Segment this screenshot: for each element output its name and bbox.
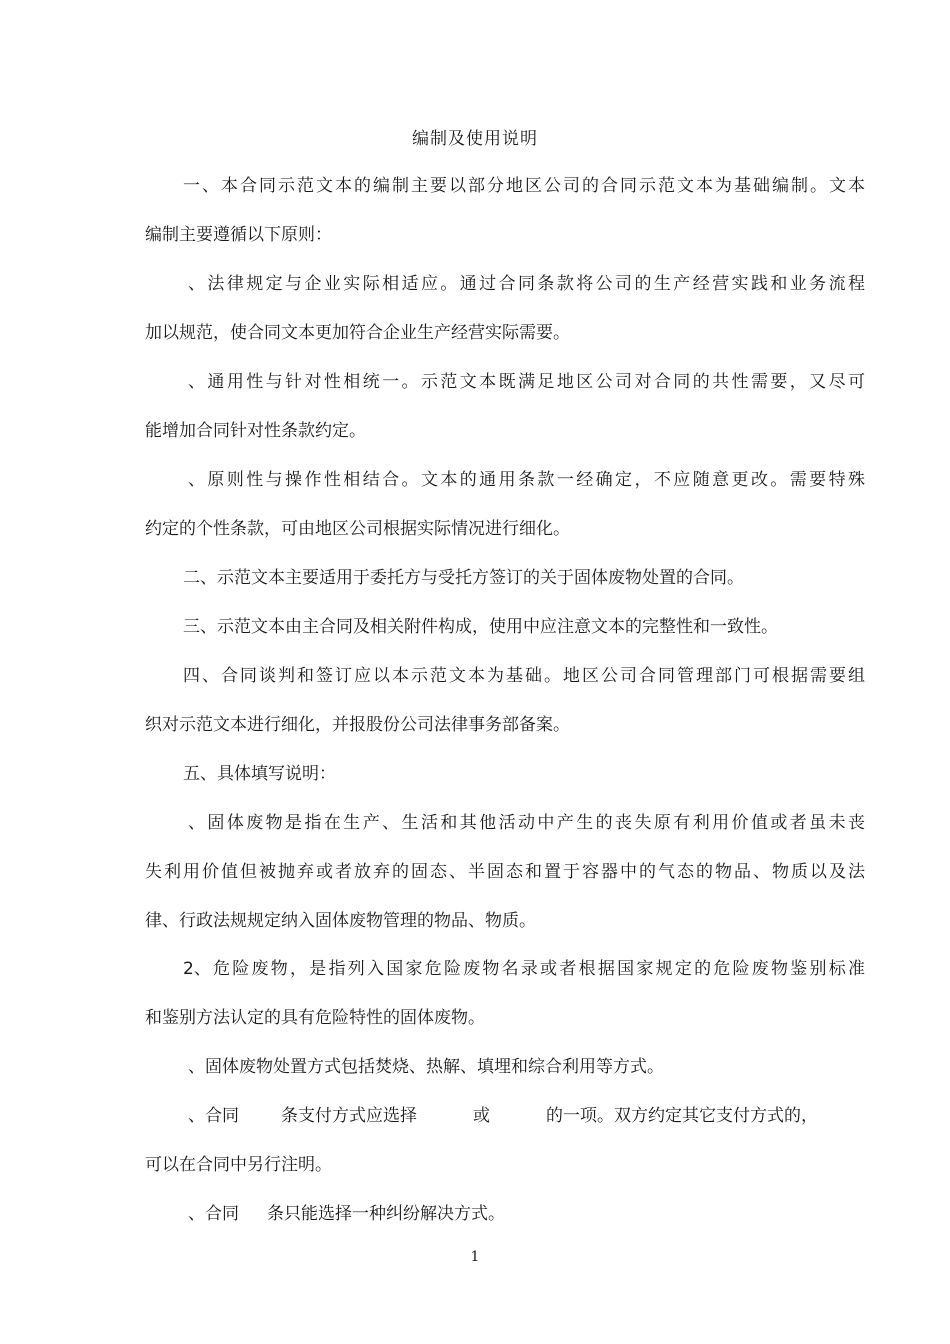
paragraph-5-3: 、固体废物处置方式包括焚烧、热解、填埋和综合利用等方式。 — [188, 1057, 664, 1077]
fill-text-2: 条只能选择一种纠纷解决方式。 — [267, 1204, 505, 1224]
paragraph-5-2-text: 、危险废物，是指列入国家危险废物名录或者根据国家规定的危险废物鉴别标准 — [193, 959, 865, 979]
item-number: 2 — [183, 959, 194, 979]
paragraph-5-1-line-2: 失利用价值但被抛弃或者放弃的固态、半固态和置于容器中的气态的物品、物质以及法 — [145, 862, 865, 882]
fill-text-2: 条支付方式应选择 — [281, 1106, 417, 1126]
paragraph-5-heading: 五、具体填写说明： — [183, 764, 336, 784]
paragraph-4-line-2: 织对示范文本进行细化，并报股份公司法律事务部备案。 — [145, 715, 570, 735]
paragraph-3: 三、示范文本由主合同及相关附件构成，使用中应注意文本的完整性和一致性。 — [183, 617, 778, 637]
paragraph-1-3-line-1: 、原则性与操作性相结合。文本的通用条款一经确定，不应随意更改。需要特殊 — [188, 470, 865, 490]
paragraph-4-line-1: 四、合同谈判和签订应以本示范文本为基础。地区公司合同管理部门可根据需要组 — [183, 666, 865, 686]
paragraph-5-1-line-3: 律、行政法规规定纳入固体废物管理的物品、物质。 — [145, 911, 536, 931]
paragraph-5-4-line-1 — [188, 1104, 865, 1128]
paragraph-1-2-line-2: 能增加合同针对性条款约定。 — [145, 421, 366, 441]
paragraph-2: 二、示范文本主要适用于委托方与受托方签订的关于固体废物处置的合同。 — [183, 568, 744, 588]
fill-text-3: 或 — [473, 1106, 490, 1126]
paragraph-1-1-line-2: 加以规范，使合同文本更加符合企业生产经营实际需要。 — [145, 323, 570, 343]
page-number: 1 — [470, 1249, 480, 1265]
paragraph-1-1-line-1: 、法律规定与企业实际相适应。通过合同条款将公司的生产经营实践和业务流程 — [188, 274, 865, 294]
paragraph-5-2-line-1 — [183, 957, 865, 981]
paragraph-1-line-2: 编制主要遵循以下原则： — [145, 225, 332, 245]
paragraph-5-2-line-2: 和鉴别方法认定的具有危险特性的固体废物。 — [145, 1008, 485, 1028]
fill-text-4: 的一项。双方约定其它支付方式的， — [546, 1106, 818, 1126]
paragraph-1-3-line-2: 约定的个性条款，可由地区公司根据实际情况进行细化。 — [145, 519, 570, 539]
paragraph-5-4-line-2: 可以在合同中另行注明。 — [145, 1155, 332, 1175]
paragraph-1-line-1: 一、本合同示范文本的编制主要以部分地区公司的合同示范文本为基础编制。文本 — [183, 176, 865, 196]
paragraph-1-2-line-1: 、通用性与针对性相统一。示范文本既满足地区公司对合同的共性需要，又尽可 — [188, 372, 865, 392]
fill-text-1: 、合同 — [188, 1204, 239, 1224]
document-title: 编制及使用说明 — [412, 129, 538, 149]
paragraph-5-1-line-1: 、固体废物是指在生产、生活和其他活动中产生的丧失原有利用价值或者虽未丧 — [188, 813, 865, 833]
fill-text-1: 、合同 — [188, 1106, 239, 1126]
paragraph-5-5 — [188, 1202, 865, 1226]
